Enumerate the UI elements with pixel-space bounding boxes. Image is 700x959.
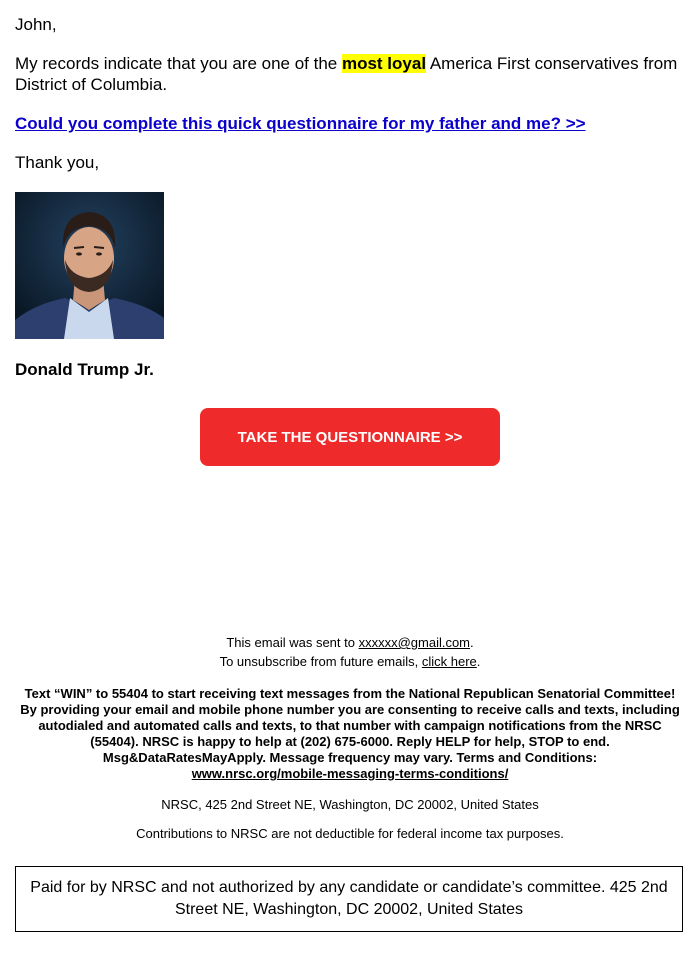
intro-text-end: America First conservatives from District of Columbia. xyxy=(15,54,678,94)
signature-name: Donald Trump Jr. xyxy=(15,360,154,379)
portrait-photo xyxy=(15,192,164,339)
recipient-email-link[interactable]: xxxxxx@gmail.com xyxy=(358,635,471,650)
thank-you-text: Thank you, xyxy=(15,153,100,172)
sms-disclaimer xyxy=(15,686,685,782)
paid-for-text: Paid for by NRSC and not authorized by any candidate or candidate’s committee. 425 2nd Street NE, Washington, DC 20002, United States xyxy=(30,879,668,918)
portrait-illustration xyxy=(15,192,164,339)
highlighted-phrase: most loyal xyxy=(341,54,427,73)
sms-terms-link[interactable]: www.nrsc.org/mobile-messaging-terms-conditions/ xyxy=(191,766,509,781)
greeting: John, xyxy=(15,15,57,34)
sent-to-suffix: . xyxy=(470,635,474,650)
unsubscribe-prefix: To unsubscribe from future emails, xyxy=(219,654,422,669)
contributions-notice: Contributions to NRSC are not deductible for federal income tax purposes. xyxy=(136,826,564,841)
unsubscribe-suffix: . xyxy=(476,654,481,669)
take-questionnaire-button[interactable]: TAKE THE QUESTIONNAIRE >> xyxy=(200,408,500,466)
sent-to-line xyxy=(0,634,700,651)
mailing-address: NRSC, 425 2nd Street NE, Washington, DC 20002, United States xyxy=(161,797,539,812)
intro-paragraph xyxy=(15,53,685,95)
questionnaire-link[interactable]: Could you complete this quick questionnaire for my father and me? >> xyxy=(15,114,586,133)
unsubscribe-link[interactable]: click here xyxy=(421,654,477,669)
sent-to-prefix: This email was sent to xyxy=(226,635,359,650)
unsubscribe-line xyxy=(0,653,700,670)
sms-text: Text “WIN” to 55404 to start receiving text messages from the National Republican Senatorial Committee! By providing your email and mobile phone number you are consenting to receive calls and texts, including autodialed and automated calls and texts, to that number with campaign notifications from the NRSC (55404). NRSC is happy to help at (202) 675-6000. Reply HELP for help, STOP to end. Msg&DataRatesMayApply. Message frequency may vary. Terms and Conditions: xyxy=(20,686,680,765)
paid-for-disclaimer xyxy=(15,866,683,932)
intro-text-start: My records indicate that you are one of the xyxy=(15,54,342,73)
